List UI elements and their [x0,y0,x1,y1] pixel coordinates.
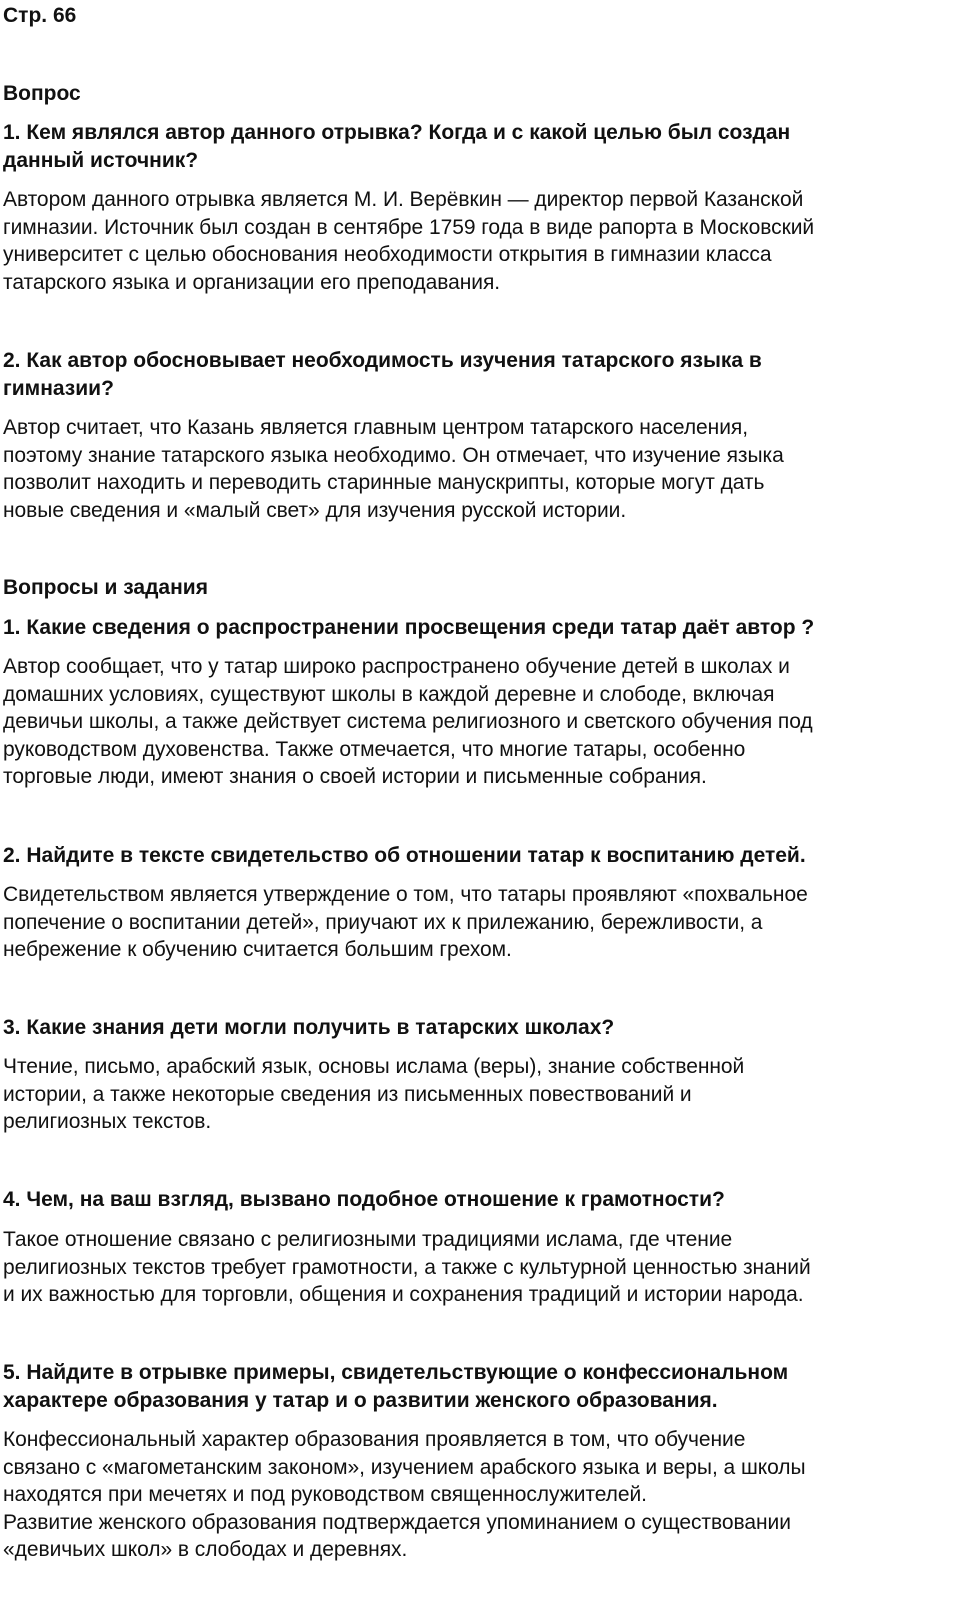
question-heading [3,1014,958,1042]
section-title-tasks: Вопросы и задания [3,576,208,599]
answer-paragraph [3,1426,965,1564]
answer-line: Такое отношение связано с религиозными традициями ислама, где чтение [3,1228,733,1251]
answer-line: торговые люди, имеют знания о своей истории и письменные собрания. [3,765,707,788]
answer-paragraph [3,186,965,296]
answer-paragraph [3,1226,965,1309]
question-line: данный источник? [3,149,199,172]
answer-line: Автор считает, что Казань является главным центром татарского населения, [3,416,748,439]
question-line: 2. Как автор обосновывает необходимость изучения татарского языка в [3,349,762,372]
question-line: 4. Чем, на ваш взгляд, вызвано подобное отношение к грамотности? [3,1188,725,1211]
answer-line: «девичьих школ» в слободах и деревнях. [3,1538,408,1561]
answer-line: религиозных текстов. [3,1110,212,1133]
answer-line: истории, а также некоторые сведения из письменных повествований и [3,1082,692,1106]
question-line: 1. Кем являлся автор данного отрывка? Когда и с какой целью был создан [3,121,791,144]
page-number: Стр. 66 [3,4,77,27]
answer-line: Автор сообщает, что у татар широко распространено обучение детей в школах и [3,655,790,678]
answer-line: Свидетельством является утверждение о том, что татары проявляют «похвальное [3,883,808,906]
answer-paragraph [3,881,965,964]
answer-paragraph [3,414,965,524]
answer-line: девичьи школы, а также действует система религиозного и светского обучения под [3,710,813,733]
answer-paragraph [3,653,965,791]
question-heading [3,614,958,642]
question-line: 5. Найдите в отрывке примеры, свидетельствующие о конфессиональном [3,1361,789,1384]
answer-line: небрежение к обучению считается большим грехом. [3,938,512,961]
question-line: 2. Найдите в тексте свидетельство об отношении татар к воспитанию детей. [3,844,806,867]
answer-line: находятся при мечетях и под руководством священнослужителей. [3,1483,647,1506]
answer-line: гимназии. Источник был создан в сентябре 1759 года в виде рапорта в Московский [3,215,815,239]
answer-line: татарского языка и организации его преподавания. [3,270,501,294]
question-heading [3,1186,958,1214]
answer-line: Автором данного отрывка является М. И. Верёвкин — директор первой Казанской [3,188,804,211]
answer-line: позволит находить и переводить старинные манускрипты, которые могут дать [3,471,765,494]
answer-line: поэтому знание татарского языка необходимо. Он отмечает, что изучение языка [3,443,784,467]
answer-line: и их важностью для торговли, общения и сохранения традиций и истории народа. [3,1283,804,1306]
answer-line: новые сведения и «малый свет» для изучения русской истории. [3,498,627,522]
question-heading [3,842,958,870]
question-heading [3,347,958,403]
answer-line: университет с целью обоснования необходимости открытия в гимназии класса [3,243,772,266]
answer-line: Развитие женского образования подтверждается упоминанием о существовании [3,1510,791,1534]
question-line: 1. Какие сведения о распространении просвещения среди татар даёт автор ? [3,616,815,639]
question-line: характере образования у татар и о развитии женского образования. [3,1389,718,1412]
answer-line: попечение о воспитании детей», приучают их к прилежанию, бережливости, а [3,910,763,934]
answer-paragraph [3,1053,965,1136]
answer-line: религиозных текстов требует грамотности, а также с культурной ценностью знаний [3,1255,811,1279]
answer-line: связано с «магометанским законом», изучением арабского языка и веры, а школы [3,1455,806,1479]
question-heading [3,1359,958,1415]
answer-line: руководством духовенства. Также отмечается, что многие татары, особенно [3,737,746,761]
section-title-question: Вопрос [3,82,81,105]
question-line: гимназии? [3,377,114,400]
answer-line: домашних условиях, существуют школы в каждой деревне и слободе, включая [3,682,775,706]
answer-line: Чтение, письмо, арабский язык, основы ислама (веры), знание собственной [3,1055,745,1078]
question-line: 3. Какие знания дети могли получить в татарских школах? [3,1016,615,1039]
question-heading [3,119,958,175]
answer-line: Конфессиональный характер образования проявляется в том, что обучение [3,1428,746,1451]
